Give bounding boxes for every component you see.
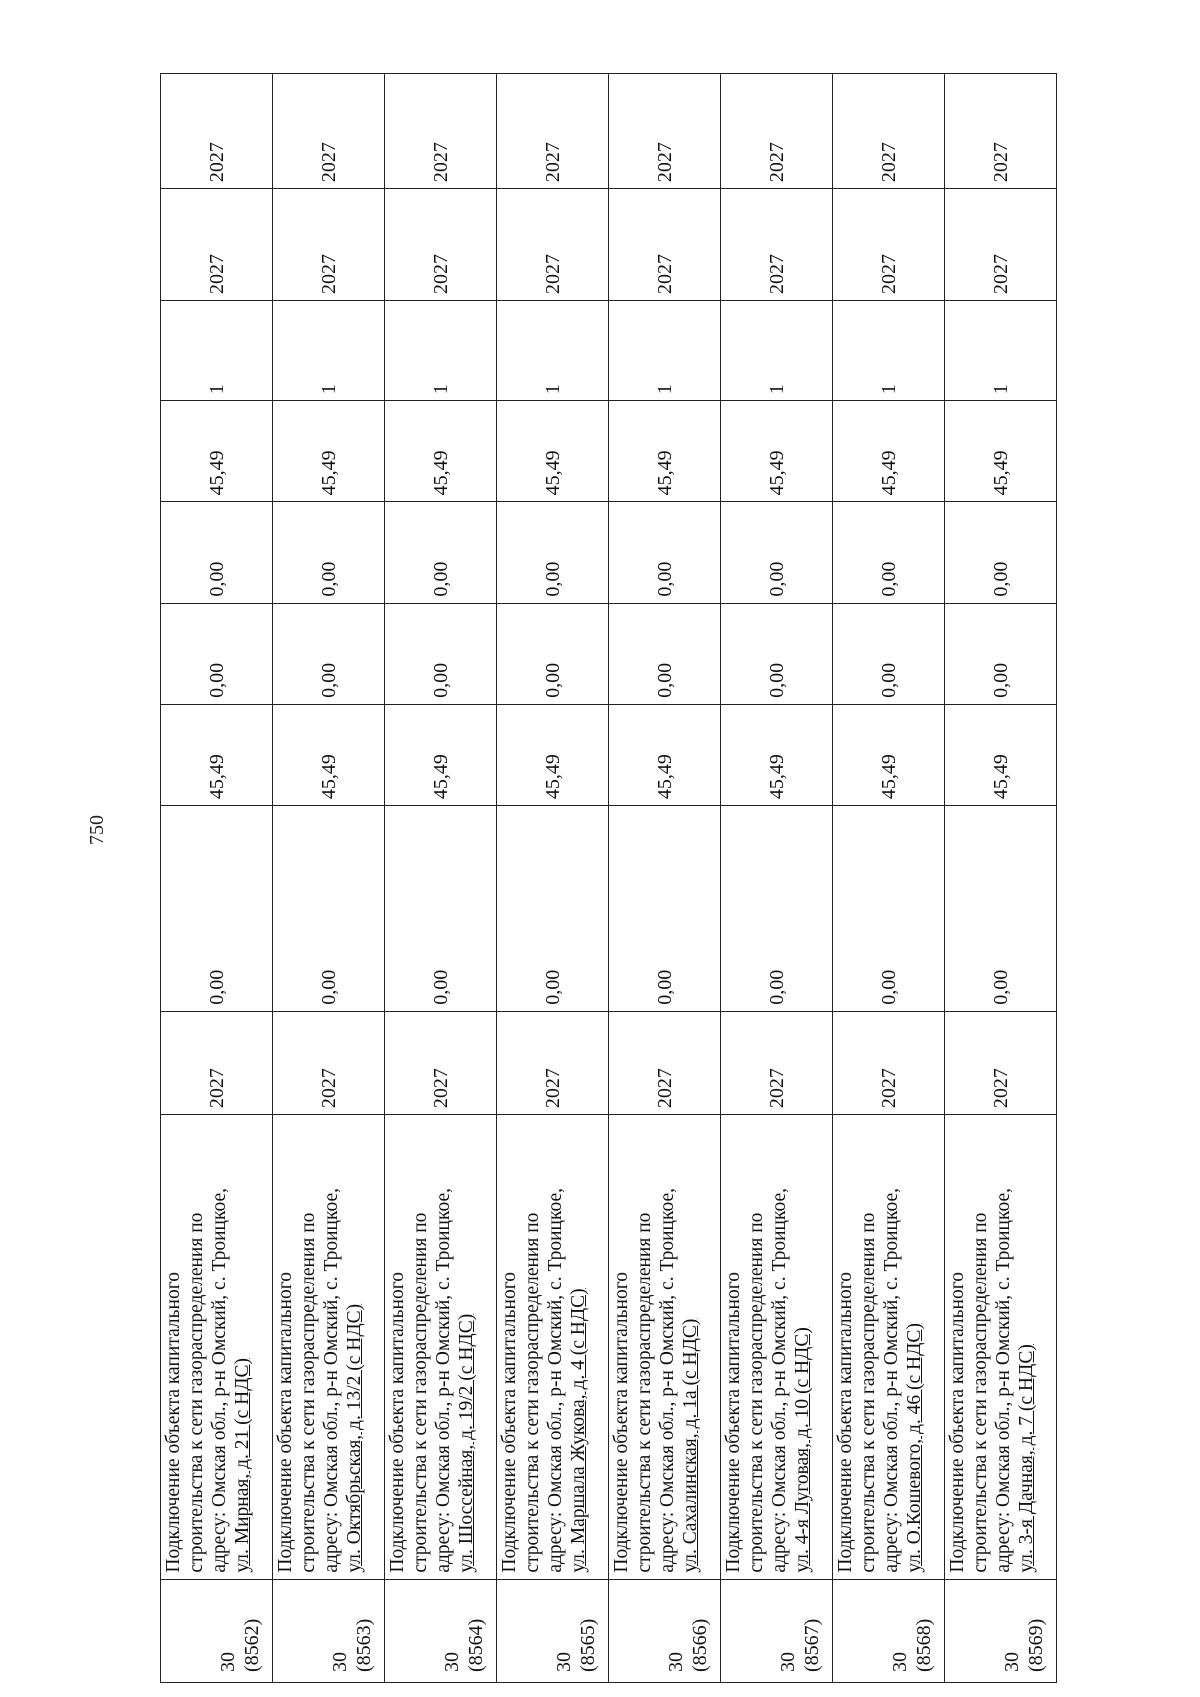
table-row <box>385 74 497 1683</box>
table-row <box>833 74 945 1683</box>
row-code: (8564) <box>465 1618 487 1672</box>
row-number: 30 <box>665 1652 687 1672</box>
year-c-cell: 2027 <box>833 74 945 189</box>
object-name-cell <box>385 1115 497 1580</box>
row-number: 30 <box>441 1652 463 1672</box>
value-5-cell: 45,49 <box>721 401 833 502</box>
object-name-line: Подключение объекта капитального <box>499 1272 520 1573</box>
value-5-cell: 45,49 <box>609 401 721 502</box>
start-year-cell: 2027 <box>497 1011 609 1114</box>
row-code: (8569) <box>1025 1618 1047 1672</box>
year-b-cell: 2027 <box>609 189 721 301</box>
row-id-cell <box>273 1579 385 1682</box>
quantity-cell: 1 <box>161 301 273 401</box>
object-name-line: строительства к сети газораспределения по <box>746 1212 767 1573</box>
object-name-line: адресу: Омская обл., р-н Омский, с. Троицкое, <box>769 1188 790 1573</box>
value-1-cell: 0,00 <box>497 806 609 1012</box>
value-5-cell: 45,49 <box>497 401 609 502</box>
table-row <box>721 74 833 1683</box>
row-id-cell <box>609 1579 721 1682</box>
row-number: 30 <box>553 1652 575 1672</box>
object-name-line: адресу: Омская обл., р-н Омский, с. Троицкое, <box>993 1188 1014 1573</box>
start-year-cell: 2027 <box>721 1011 833 1114</box>
page-number: 750 <box>86 815 108 845</box>
year-b-cell: 2027 <box>161 189 273 301</box>
value-1-cell: 0,00 <box>721 806 833 1012</box>
value-4-cell: 0,00 <box>497 502 609 603</box>
object-name-line: строительства к сети газораспределения по <box>858 1212 879 1573</box>
value-2-cell: 45,49 <box>497 704 609 805</box>
start-year-cell: 2027 <box>833 1011 945 1114</box>
object-name-line: Подключение объекта капитального <box>611 1272 632 1573</box>
year-c-cell: 2027 <box>161 74 273 189</box>
value-3-cell: 0,00 <box>273 603 385 704</box>
investment-table <box>160 73 1057 1683</box>
object-name-line: строительства к сети газораспределения по <box>298 1212 319 1573</box>
year-b-cell: 2027 <box>721 189 833 301</box>
object-name-line: адресу: Омская обл., р-н Омский, с. Троицкое, <box>209 1188 230 1573</box>
value-3-cell: 0,00 <box>833 603 945 704</box>
start-year-cell: 2027 <box>161 1011 273 1114</box>
year-c-cell: 2027 <box>609 74 721 189</box>
object-name-line: Подключение объекта капитального <box>163 1272 184 1573</box>
year-c-cell: 2027 <box>497 74 609 189</box>
year-b-cell: 2027 <box>945 189 1057 301</box>
row-number: 30 <box>1001 1652 1023 1672</box>
object-name-line: ул. 3-я Дачная, д. 7 (с НДС) <box>1016 1344 1037 1573</box>
row-id-cell <box>721 1579 833 1682</box>
year-c-cell: 2027 <box>945 74 1057 189</box>
year-c-cell: 2027 <box>721 74 833 189</box>
object-name-line: Подключение объекта капитального <box>835 1272 856 1573</box>
quantity-cell: 1 <box>833 301 945 401</box>
value-3-cell: 0,00 <box>385 603 497 704</box>
object-name-line: строительства к сети газораспределения по <box>410 1212 431 1573</box>
start-year-cell: 2027 <box>385 1011 497 1114</box>
object-name-line: Подключение объекта капитального <box>723 1272 744 1573</box>
object-name-cell <box>945 1115 1057 1580</box>
value-5-cell: 45,49 <box>161 401 273 502</box>
object-name-line: Подключение объекта капитального <box>275 1272 296 1573</box>
quantity-cell: 1 <box>273 301 385 401</box>
object-name-line: ул. Маршала Жукова, д. 4 (с НДС) <box>568 1288 589 1573</box>
value-3-cell: 0,00 <box>609 603 721 704</box>
row-number: 30 <box>329 1652 351 1672</box>
value-3-cell: 0,00 <box>497 603 609 704</box>
value-2-cell: 45,49 <box>273 704 385 805</box>
quantity-cell: 1 <box>497 301 609 401</box>
row-code: (8563) <box>353 1618 375 1672</box>
object-name-line: строительства к сети газораспределения по <box>522 1212 543 1573</box>
object-name-line: ул. Октябрьская, д. 13/2 (с НДС) <box>344 1303 365 1573</box>
value-5-cell: 45,49 <box>833 401 945 502</box>
object-name-cell <box>497 1115 609 1580</box>
row-id-cell <box>161 1579 273 1682</box>
object-name-cell <box>721 1115 833 1580</box>
object-name-line: Подключение объекта капитального <box>387 1272 408 1573</box>
year-b-cell: 2027 <box>385 189 497 301</box>
value-1-cell: 0,00 <box>945 806 1057 1012</box>
row-id-cell <box>497 1579 609 1682</box>
row-id-cell <box>385 1579 497 1682</box>
object-name-cell <box>609 1115 721 1580</box>
year-c-cell: 2027 <box>385 74 497 189</box>
value-2-cell: 45,49 <box>833 704 945 805</box>
value-4-cell: 0,00 <box>273 502 385 603</box>
row-code: (8562) <box>241 1618 263 1672</box>
table-body <box>161 74 1057 1683</box>
start-year-cell: 2027 <box>273 1011 385 1114</box>
object-name-line: ул. Сахалинская, д. 1а (с НДС) <box>680 1318 701 1573</box>
object-name-line: строительства к сети газораспределения по <box>186 1212 207 1573</box>
object-name-line: адресу: Омская обл., р-н Омский, с. Троицкое, <box>545 1188 566 1573</box>
value-1-cell: 0,00 <box>833 806 945 1012</box>
value-1-cell: 0,00 <box>161 806 273 1012</box>
year-b-cell: 2027 <box>273 189 385 301</box>
row-code: (8566) <box>689 1618 711 1672</box>
object-name-line: строительства к сети газораспределения по <box>634 1212 655 1573</box>
year-c-cell: 2027 <box>273 74 385 189</box>
object-name-line: ул. 4-я Луговая, д. 10 (с НДС) <box>792 1327 813 1573</box>
row-number: 30 <box>889 1652 911 1672</box>
value-4-cell: 0,00 <box>721 502 833 603</box>
table-row <box>945 74 1057 1683</box>
object-name-line: адресу: Омская обл., р-н Омский, с. Троицкое, <box>433 1188 454 1573</box>
value-5-cell: 45,49 <box>385 401 497 502</box>
quantity-cell: 1 <box>945 301 1057 401</box>
row-id-cell <box>833 1579 945 1682</box>
object-name-line: ул. Шоссейная, д. 19/2 (с НДС) <box>456 1313 477 1573</box>
row-code: (8568) <box>913 1618 935 1672</box>
object-name-cell <box>833 1115 945 1580</box>
quantity-cell: 1 <box>721 301 833 401</box>
quantity-cell: 1 <box>385 301 497 401</box>
value-2-cell: 45,49 <box>385 704 497 805</box>
value-4-cell: 0,00 <box>945 502 1057 603</box>
quantity-cell: 1 <box>609 301 721 401</box>
value-3-cell: 0,00 <box>161 603 273 704</box>
value-1-cell: 0,00 <box>385 806 497 1012</box>
value-4-cell: 0,00 <box>161 502 273 603</box>
row-number: 30 <box>777 1652 799 1672</box>
start-year-cell: 2027 <box>945 1011 1057 1114</box>
value-1-cell: 0,00 <box>609 806 721 1012</box>
start-year-cell: 2027 <box>609 1011 721 1114</box>
object-name-line: адресу: Омская обл., р-н Омский, с. Троицкое, <box>321 1188 342 1573</box>
row-code: (8567) <box>801 1618 823 1672</box>
value-4-cell: 0,00 <box>833 502 945 603</box>
value-3-cell: 0,00 <box>721 603 833 704</box>
rotated-table-frame <box>160 73 1057 1683</box>
value-2-cell: 45,49 <box>945 704 1057 805</box>
value-2-cell: 45,49 <box>721 704 833 805</box>
object-name-line: адресу: Омская обл., р-н Омский, с. Троицкое, <box>881 1188 902 1573</box>
row-code: (8565) <box>577 1618 599 1672</box>
year-b-cell: 2027 <box>497 189 609 301</box>
value-4-cell: 0,00 <box>609 502 721 603</box>
object-name-line: адресу: Омская обл., р-н Омский, с. Троицкое, <box>657 1188 678 1573</box>
value-5-cell: 45,49 <box>945 401 1057 502</box>
table-row <box>609 74 721 1683</box>
object-name-line: Подключение объекта капитального <box>947 1272 968 1573</box>
table-row <box>273 74 385 1683</box>
row-id-cell <box>945 1579 1057 1682</box>
object-name-line: ул. О.Кошевого, д. 46 (с НДС) <box>904 1323 925 1573</box>
table-row <box>161 74 273 1683</box>
object-name-cell <box>273 1115 385 1580</box>
value-3-cell: 0,00 <box>945 603 1057 704</box>
object-name-line: ул. Мирная, д. 21 (с НДС) <box>232 1357 253 1573</box>
object-name-line: строительства к сети газораспределения по <box>970 1212 991 1573</box>
year-b-cell: 2027 <box>833 189 945 301</box>
value-1-cell: 0,00 <box>273 806 385 1012</box>
table-row <box>497 74 609 1683</box>
row-number: 30 <box>217 1652 239 1672</box>
value-2-cell: 45,49 <box>161 704 273 805</box>
value-4-cell: 0,00 <box>385 502 497 603</box>
value-5-cell: 45,49 <box>273 401 385 502</box>
value-2-cell: 45,49 <box>609 704 721 805</box>
object-name-cell <box>161 1115 273 1580</box>
